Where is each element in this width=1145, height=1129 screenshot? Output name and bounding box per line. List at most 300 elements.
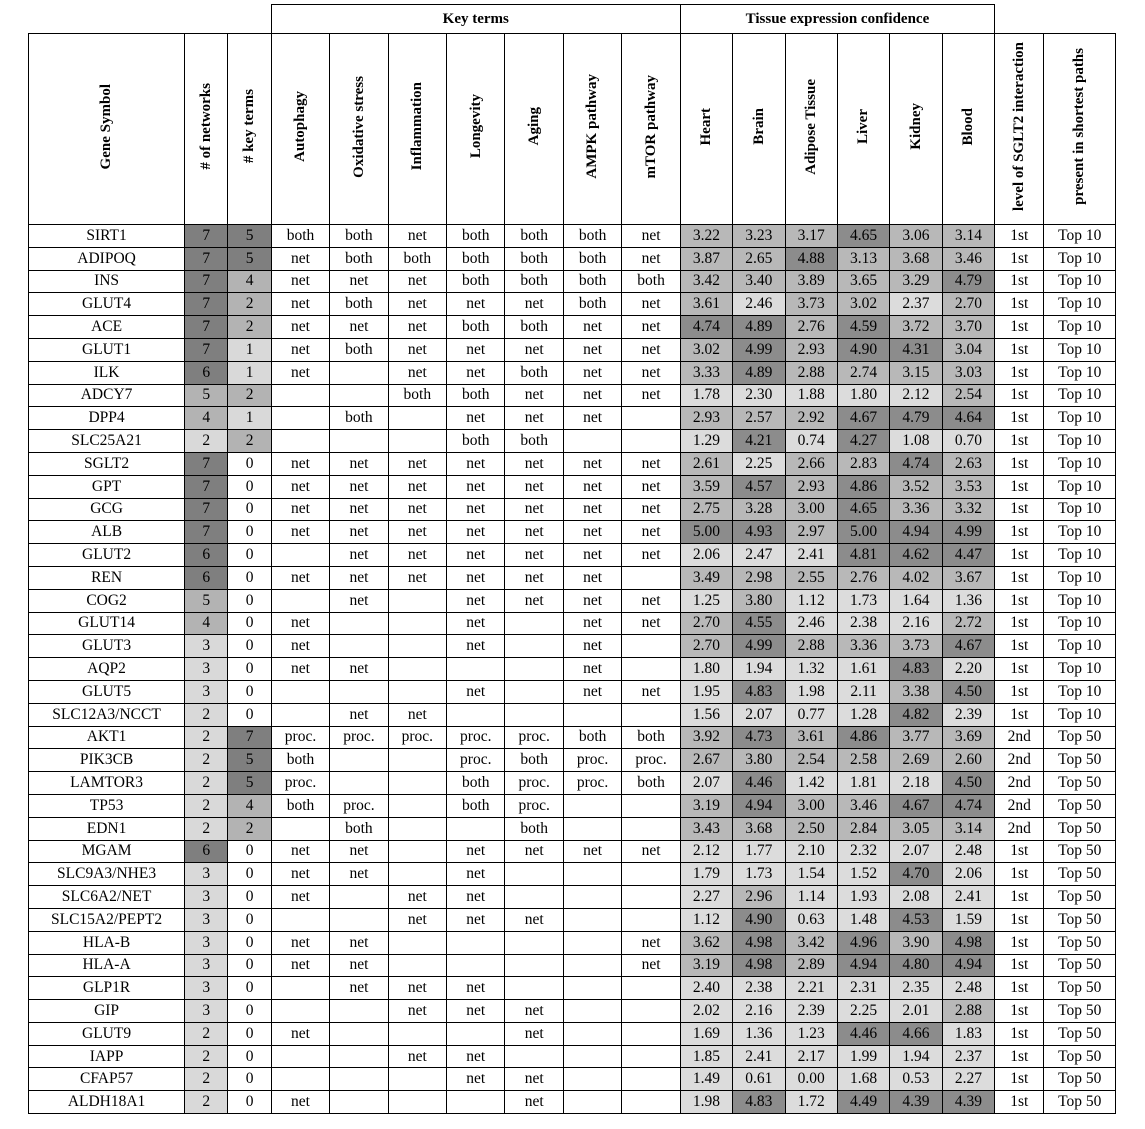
- cell-liver: 1.99: [837, 1045, 889, 1068]
- cell-adipose: 0.00: [785, 1068, 837, 1091]
- cell-sglt2-level: 2nd: [995, 749, 1044, 772]
- cell-mtor: proc.: [622, 749, 680, 772]
- cell-oxidative-stress: net: [330, 977, 388, 1000]
- cell-inflammation: [388, 430, 446, 453]
- cell-aging: both: [505, 430, 563, 453]
- cell-ampk: [563, 1022, 621, 1045]
- cell-liver: 2.32: [837, 840, 889, 863]
- cell-sglt2-level: 1st: [995, 680, 1044, 703]
- cell-adipose: 1.42: [785, 772, 837, 795]
- cell-autophagy: net: [271, 931, 329, 954]
- cell-shortest-paths: Top 50: [1044, 749, 1116, 772]
- table-row: [29, 794, 1116, 817]
- cell-kidney: 4.02: [890, 566, 942, 589]
- cell-longevity: net: [447, 475, 505, 498]
- cell-inflammation: net: [388, 1000, 446, 1023]
- cell-mtor: [622, 1068, 680, 1091]
- cell-inflammation: net: [388, 908, 446, 931]
- cell-heart: 3.61: [680, 293, 732, 316]
- cell-aging: net: [505, 1000, 563, 1023]
- cell-adipose: 2.88: [785, 635, 837, 658]
- cell-adipose: 2.55: [785, 566, 837, 589]
- cell-gene-symbol: GLUT5: [29, 680, 185, 703]
- table-row: [29, 338, 1116, 361]
- cell-shortest-paths: Top 10: [1044, 384, 1116, 407]
- cell-inflammation: [388, 1068, 446, 1091]
- cell-brain: 3.40: [733, 270, 785, 293]
- cell-autophagy: [271, 589, 329, 612]
- cell-longevity: net: [447, 840, 505, 863]
- cell-networks: 3: [185, 680, 228, 703]
- cell-sglt2-level: 1st: [995, 589, 1044, 612]
- cell-kidney: 0.53: [890, 1068, 942, 1091]
- table-row: [29, 954, 1116, 977]
- cell-inflammation: net: [388, 1045, 446, 1068]
- cell-shortest-paths: Top 10: [1044, 703, 1116, 726]
- cell-gene-symbol: SLC6A2/NET: [29, 886, 185, 909]
- cell-oxidative-stress: [330, 1000, 388, 1023]
- cell-sglt2-level: 1st: [995, 316, 1044, 339]
- cell-oxidative-stress: [330, 384, 388, 407]
- cell-sglt2-level: 1st: [995, 384, 1044, 407]
- cell-mtor: net: [622, 316, 680, 339]
- cell-networks: 2: [185, 1045, 228, 1068]
- cell-brain: 3.80: [733, 589, 785, 612]
- cell-key-terms-count: 0: [228, 544, 271, 567]
- cell-shortest-paths: Top 50: [1044, 886, 1116, 909]
- cell-mtor: net: [622, 954, 680, 977]
- cell-blood: 4.39: [942, 1091, 994, 1114]
- cell-ampk: both: [563, 293, 621, 316]
- cell-heart: 3.92: [680, 726, 732, 749]
- table-row: [29, 225, 1116, 248]
- cell-autophagy: net: [271, 954, 329, 977]
- cell-longevity: both: [447, 316, 505, 339]
- cell-longevity: net: [447, 498, 505, 521]
- cell-liver: 4.94: [837, 954, 889, 977]
- cell-key-terms-count: 0: [228, 1091, 271, 1114]
- cell-shortest-paths: Top 10: [1044, 407, 1116, 430]
- cell-inflammation: [388, 954, 446, 977]
- cell-blood: 3.70: [942, 316, 994, 339]
- cell-networks: 6: [185, 566, 228, 589]
- cell-liver: 4.46: [837, 1022, 889, 1045]
- cell-adipose: 2.97: [785, 521, 837, 544]
- cell-sglt2-level: 1st: [995, 247, 1044, 270]
- cell-longevity: [447, 817, 505, 840]
- cell-oxidative-stress: [330, 612, 388, 635]
- cell-gene-symbol: SLC15A2/PEPT2: [29, 908, 185, 931]
- cell-adipose: 1.14: [785, 886, 837, 909]
- cell-heart: 3.19: [680, 794, 732, 817]
- cell-brain: 2.30: [733, 384, 785, 407]
- cell-aging: net: [505, 566, 563, 589]
- cell-shortest-paths: Top 10: [1044, 316, 1116, 339]
- cell-adipose: 2.76: [785, 316, 837, 339]
- cell-liver: 4.67: [837, 407, 889, 430]
- cell-kidney: 4.83: [890, 658, 942, 681]
- cell-liver: 1.80: [837, 384, 889, 407]
- cell-mtor: net: [622, 680, 680, 703]
- cell-brain: 4.83: [733, 680, 785, 703]
- cell-aging: net: [505, 384, 563, 407]
- col-header-blood: Blood: [942, 34, 994, 225]
- cell-shortest-paths: Top 10: [1044, 589, 1116, 612]
- cell-sglt2-level: 1st: [995, 658, 1044, 681]
- table-row: [29, 270, 1116, 293]
- cell-inflammation: net: [388, 521, 446, 544]
- cell-adipose: 2.21: [785, 977, 837, 1000]
- cell-kidney: 2.18: [890, 772, 942, 795]
- table-row: [29, 680, 1116, 703]
- cell-liver: 4.65: [837, 498, 889, 521]
- cell-inflammation: net: [388, 361, 446, 384]
- cell-ampk: net: [563, 407, 621, 430]
- cell-key-terms-count: 0: [228, 680, 271, 703]
- cell-mtor: [622, 658, 680, 681]
- cell-brain: 2.07: [733, 703, 785, 726]
- cell-shortest-paths: Top 10: [1044, 521, 1116, 544]
- cell-shortest-paths: Top 10: [1044, 658, 1116, 681]
- cell-liver: 4.86: [837, 726, 889, 749]
- cell-shortest-paths: Top 50: [1044, 794, 1116, 817]
- cell-longevity: both: [447, 225, 505, 248]
- cell-adipose: 3.89: [785, 270, 837, 293]
- cell-shortest-paths: Top 50: [1044, 863, 1116, 886]
- cell-adipose: 2.17: [785, 1045, 837, 1068]
- cell-liver: 3.65: [837, 270, 889, 293]
- cell-kidney: 3.72: [890, 316, 942, 339]
- cell-kidney: 4.67: [890, 794, 942, 817]
- cell-shortest-paths: Top 50: [1044, 931, 1116, 954]
- cell-ampk: net: [563, 680, 621, 703]
- cell-sglt2-level: 1st: [995, 1022, 1044, 1045]
- table-row: [29, 475, 1116, 498]
- cell-longevity: net: [447, 566, 505, 589]
- cell-ampk: net: [563, 452, 621, 475]
- cell-inflammation: [388, 612, 446, 635]
- cell-oxidative-stress: [330, 635, 388, 658]
- cell-adipose: 0.74: [785, 430, 837, 453]
- cell-inflammation: [388, 407, 446, 430]
- table-row: [29, 1068, 1116, 1091]
- cell-inflammation: net: [388, 498, 446, 521]
- cell-autophagy: net: [271, 361, 329, 384]
- cell-adipose: 1.98: [785, 680, 837, 703]
- cell-oxidative-stress: [330, 361, 388, 384]
- cell-autophagy: net: [271, 247, 329, 270]
- cell-networks: 7: [185, 293, 228, 316]
- cell-sglt2-level: 1st: [995, 931, 1044, 954]
- cell-kidney: 2.01: [890, 1000, 942, 1023]
- cell-blood: 2.06: [942, 863, 994, 886]
- cell-autophagy: net: [271, 863, 329, 886]
- cell-blood: 2.48: [942, 840, 994, 863]
- cell-ampk: [563, 1068, 621, 1091]
- table-row: [29, 544, 1116, 567]
- cell-networks: 7: [185, 316, 228, 339]
- cell-brain: 2.46: [733, 293, 785, 316]
- cell-adipose: 1.32: [785, 658, 837, 681]
- cell-mtor: [622, 886, 680, 909]
- cell-mtor: [622, 703, 680, 726]
- cell-blood: 2.27: [942, 1068, 994, 1091]
- cell-autophagy: proc.: [271, 772, 329, 795]
- cell-longevity: net: [447, 977, 505, 1000]
- cell-mtor: [622, 908, 680, 931]
- cell-mtor: [622, 863, 680, 886]
- cell-aging: [505, 635, 563, 658]
- cell-kidney: 3.05: [890, 817, 942, 840]
- cell-sglt2-level: 1st: [995, 270, 1044, 293]
- table-row: [29, 452, 1116, 475]
- cell-kidney: 4.79: [890, 407, 942, 430]
- cell-autophagy: [271, 430, 329, 453]
- cell-kidney: 4.74: [890, 452, 942, 475]
- cell-longevity: net: [447, 521, 505, 544]
- cell-longevity: both: [447, 270, 505, 293]
- cell-gene-symbol: SLC25A21: [29, 430, 185, 453]
- cell-sglt2-level: 1st: [995, 407, 1044, 430]
- cell-mtor: net: [622, 544, 680, 567]
- cell-key-terms-count: 0: [228, 1000, 271, 1023]
- cell-ampk: [563, 1000, 621, 1023]
- cell-networks: 3: [185, 908, 228, 931]
- cell-sglt2-level: 1st: [995, 703, 1044, 726]
- cell-heart: 1.95: [680, 680, 732, 703]
- cell-liver: 3.36: [837, 635, 889, 658]
- cell-ampk: both: [563, 247, 621, 270]
- cell-oxidative-stress: net: [330, 954, 388, 977]
- cell-key-terms-count: 0: [228, 840, 271, 863]
- cell-networks: 3: [185, 886, 228, 909]
- cell-shortest-paths: Top 10: [1044, 225, 1116, 248]
- cell-sglt2-level: 2nd: [995, 817, 1044, 840]
- cell-key-terms-count: 0: [228, 566, 271, 589]
- cell-inflammation: [388, 817, 446, 840]
- cell-sglt2-level: 1st: [995, 863, 1044, 886]
- cell-autophagy: net: [271, 1022, 329, 1045]
- cell-brain: 4.94: [733, 794, 785, 817]
- cell-adipose: 0.77: [785, 703, 837, 726]
- cell-gene-symbol: COG2: [29, 589, 185, 612]
- cell-mtor: net: [622, 452, 680, 475]
- cell-blood: 2.39: [942, 703, 994, 726]
- cell-kidney: 2.16: [890, 612, 942, 635]
- cell-aging: net: [505, 521, 563, 544]
- cell-shortest-paths: Top 10: [1044, 612, 1116, 635]
- cell-gene-symbol: GLUT14: [29, 612, 185, 635]
- cell-inflammation: [388, 749, 446, 772]
- cell-sglt2-level: 1st: [995, 1068, 1044, 1091]
- cell-mtor: [622, 794, 680, 817]
- cell-adipose: 2.93: [785, 475, 837, 498]
- cell-networks: 2: [185, 726, 228, 749]
- cell-inflammation: net: [388, 452, 446, 475]
- cell-ampk: [563, 908, 621, 931]
- column-header-row: [29, 34, 1116, 225]
- cell-adipose: 2.54: [785, 749, 837, 772]
- cell-oxidative-stress: net: [330, 316, 388, 339]
- cell-kidney: 2.08: [890, 886, 942, 909]
- cell-gene-symbol: SLC12A3/NCCT: [29, 703, 185, 726]
- cell-blood: 4.74: [942, 794, 994, 817]
- cell-oxidative-stress: net: [330, 863, 388, 886]
- cell-inflammation: [388, 794, 446, 817]
- cell-heart: 3.87: [680, 247, 732, 270]
- cell-kidney: 1.64: [890, 589, 942, 612]
- cell-oxidative-stress: net: [330, 840, 388, 863]
- table-row: [29, 840, 1116, 863]
- table-row: [29, 772, 1116, 795]
- cell-aging: net: [505, 908, 563, 931]
- cell-ampk: net: [563, 316, 621, 339]
- cell-gene-symbol: AQP2: [29, 658, 185, 681]
- cell-gene-symbol: HLA-B: [29, 931, 185, 954]
- cell-mtor: both: [622, 772, 680, 795]
- cell-gene-symbol: GLUT2: [29, 544, 185, 567]
- cell-networks: 3: [185, 954, 228, 977]
- cell-adipose: 4.88: [785, 247, 837, 270]
- cell-key-terms-count: 0: [228, 1022, 271, 1045]
- cell-adipose: 2.50: [785, 817, 837, 840]
- cell-sglt2-level: 1st: [995, 544, 1044, 567]
- cell-aging: net: [505, 1068, 563, 1091]
- cell-networks: 3: [185, 977, 228, 1000]
- cell-ampk: net: [563, 589, 621, 612]
- cell-kidney: 4.70: [890, 863, 942, 886]
- cell-key-terms-count: 7: [228, 726, 271, 749]
- cell-autophagy: [271, 703, 329, 726]
- cell-blood: 1.59: [942, 908, 994, 931]
- cell-oxidative-stress: [330, 886, 388, 909]
- cell-kidney: 3.90: [890, 931, 942, 954]
- cell-heart: 3.43: [680, 817, 732, 840]
- cell-liver: 2.84: [837, 817, 889, 840]
- cell-liver: 2.58: [837, 749, 889, 772]
- cell-shortest-paths: Top 10: [1044, 635, 1116, 658]
- cell-brain: 4.55: [733, 612, 785, 635]
- cell-shortest-paths: Top 10: [1044, 361, 1116, 384]
- cell-adipose: 2.89: [785, 954, 837, 977]
- cell-adipose: 1.23: [785, 1022, 837, 1045]
- cell-kidney: 4.94: [890, 521, 942, 544]
- cell-ampk: net: [563, 658, 621, 681]
- cell-key-terms-count: 0: [228, 908, 271, 931]
- cell-ampk: net: [563, 475, 621, 498]
- cell-liver: 3.02: [837, 293, 889, 316]
- cell-gene-symbol: TP53: [29, 794, 185, 817]
- cell-networks: 3: [185, 658, 228, 681]
- cell-longevity: both: [447, 247, 505, 270]
- cell-mtor: [622, 566, 680, 589]
- table-row: [29, 498, 1116, 521]
- cell-adipose: 3.00: [785, 498, 837, 521]
- cell-kidney: 2.69: [890, 749, 942, 772]
- cell-inflammation: net: [388, 977, 446, 1000]
- cell-shortest-paths: Top 50: [1044, 1022, 1116, 1045]
- cell-mtor: net: [622, 498, 680, 521]
- cell-autophagy: net: [271, 566, 329, 589]
- table-row: [29, 361, 1116, 384]
- cell-gene-symbol: SLC9A3/NHE3: [29, 863, 185, 886]
- cell-shortest-paths: Top 10: [1044, 680, 1116, 703]
- col-header-mtor: mTOR pathway: [622, 34, 680, 225]
- cell-sglt2-level: 2nd: [995, 726, 1044, 749]
- cell-blood: 4.79: [942, 270, 994, 293]
- cell-oxidative-stress: net: [330, 521, 388, 544]
- cell-blood: 2.48: [942, 977, 994, 1000]
- cell-kidney: 2.37: [890, 293, 942, 316]
- table-row: [29, 749, 1116, 772]
- table-row: [29, 247, 1116, 270]
- cell-longevity: net: [447, 1068, 505, 1091]
- cell-sglt2-level: 1st: [995, 954, 1044, 977]
- cell-mtor: both: [622, 726, 680, 749]
- cell-brain: 4.98: [733, 954, 785, 977]
- cell-heart: 5.00: [680, 521, 732, 544]
- cell-kidney: 4.31: [890, 338, 942, 361]
- cell-kidney: 4.66: [890, 1022, 942, 1045]
- cell-heart: 1.85: [680, 1045, 732, 1068]
- cell-liver: 2.83: [837, 452, 889, 475]
- cell-longevity: net: [447, 908, 505, 931]
- cell-autophagy: net: [271, 612, 329, 635]
- cell-brain: 4.99: [733, 338, 785, 361]
- cell-gene-symbol: DPP4: [29, 407, 185, 430]
- cell-oxidative-stress: [330, 1022, 388, 1045]
- cell-oxidative-stress: [330, 1091, 388, 1114]
- cell-aging: net: [505, 452, 563, 475]
- cell-oxidative-stress: net: [330, 931, 388, 954]
- cell-mtor: net: [622, 293, 680, 316]
- cell-mtor: net: [622, 521, 680, 544]
- cell-longevity: net: [447, 407, 505, 430]
- cell-oxidative-stress: [330, 1045, 388, 1068]
- table-row: [29, 316, 1116, 339]
- col-header-ampk: AMPK pathway: [563, 34, 621, 225]
- cell-heart: 3.22: [680, 225, 732, 248]
- cell-longevity: net: [447, 680, 505, 703]
- cell-brain: 1.73: [733, 863, 785, 886]
- cell-networks: 6: [185, 544, 228, 567]
- col-header-shortest-paths: present in shortest paths: [1044, 34, 1116, 225]
- col-header-aging: Aging: [505, 34, 563, 225]
- cell-inflammation: proc.: [388, 726, 446, 749]
- cell-key-terms-count: 2: [228, 293, 271, 316]
- cell-heart: 2.61: [680, 452, 732, 475]
- cell-inflammation: [388, 863, 446, 886]
- cell-shortest-paths: Top 50: [1044, 1068, 1116, 1091]
- cell-shortest-paths: Top 10: [1044, 544, 1116, 567]
- table-row: [29, 1045, 1116, 1068]
- cell-longevity: net: [447, 544, 505, 567]
- cell-inflammation: [388, 772, 446, 795]
- cell-liver: 1.61: [837, 658, 889, 681]
- table-row: [29, 931, 1116, 954]
- col-header-inflammation: Inflammation: [388, 34, 446, 225]
- cell-heart: 3.49: [680, 566, 732, 589]
- cell-liver: 2.76: [837, 566, 889, 589]
- cell-liver: 1.73: [837, 589, 889, 612]
- cell-shortest-paths: Top 50: [1044, 1000, 1116, 1023]
- cell-kidney: 4.53: [890, 908, 942, 931]
- cell-liver: 2.25: [837, 1000, 889, 1023]
- cell-kidney: 3.06: [890, 225, 942, 248]
- table-row: [29, 430, 1116, 453]
- cell-networks: 7: [185, 498, 228, 521]
- cell-gene-symbol: ALB: [29, 521, 185, 544]
